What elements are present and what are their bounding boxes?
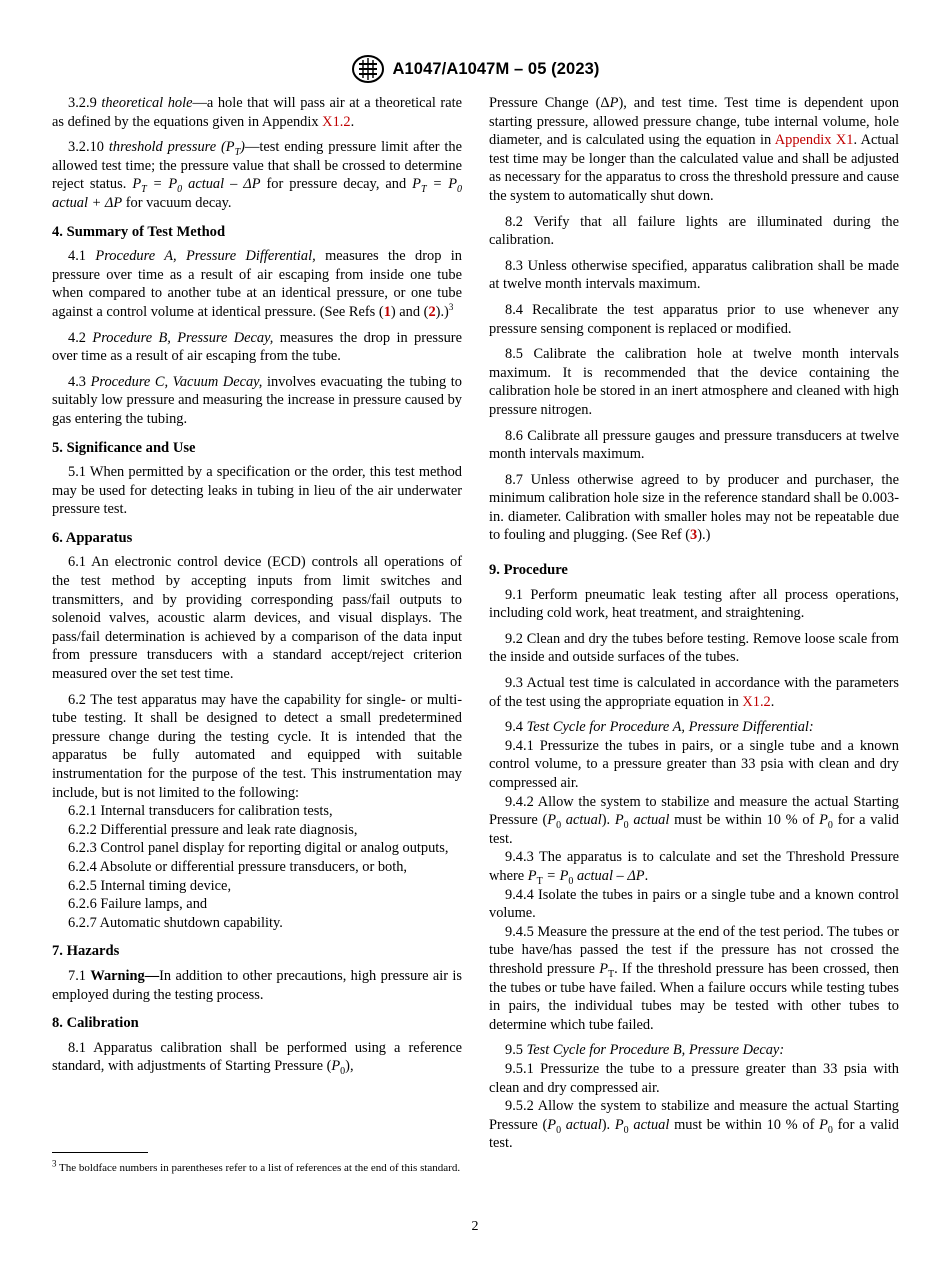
para-8-1-cont: Pressure Change (ΔP), and test time. Test time is dependent upon starting pressure, allowed pressure change, tube internal volume, hole diameter, and is calculated using the equation in Appendix X1. Actual test time may be longer than the calculated value and shall be adjusted as necessary for the apparatus to cross the threshold pressure and cause the system to automatically shut down. — [489, 95, 899, 204]
para-8-2: 8.2 Verify that all failure lights are illuminated during the calibration. — [489, 213, 899, 249]
link-appendix-x1[interactable]: Appendix X1 — [774, 132, 854, 149]
footnote: $^3$ The boldface numbers in parentheses refer to a list of references at the end of this standard. — [52, 1158, 461, 1174]
para-9-5-1: 9.5.1 Pressurize the tube to a pressure greater than 33 psia with clean and dry compressed air. — [489, 1060, 899, 1096]
para-6-2-4: 6.2.4 Absolute or differential pressure transducers, or both, — [68, 858, 408, 875]
section-8-heading: 8. Calibration — [52, 1015, 139, 1032]
para-6-2-7: 6.2.7 Automatic shutdown capability. — [68, 914, 283, 931]
para-8-1-start: 8.1 Apparatus calibration shall be performed using a reference standard, with adjustments of Starting Pressure $(P_0)$, — [52, 1039, 462, 1078]
section-5-heading: 5. Significance and Use — [52, 439, 196, 456]
section-9-heading: 9. Procedure — [489, 562, 568, 579]
ref-1-link[interactable]: 1 — [383, 303, 391, 320]
para-8-7: 8.7 Unless otherwise agreed to by producer and purchaser, the minimum calibration hole size in the reference standard shall be 0.003-in. diameter. Calibration with smaller holes may not be repeatable due to fouling and plugging. (See Ref (3).) — [489, 471, 899, 544]
document-id: A1047/A1047M – 05 (2023) — [392, 59, 600, 78]
para-3-2-9: 3.2.9 theoretical hole—a hole that will pass air at a theoretical rate as defined by the equations given in Appendix X1.2. — [52, 95, 462, 130]
para-6-2-5: 6.2.5 Internal timing device, — [68, 877, 232, 894]
para-6-2: 6.2 The test apparatus may have the capability for single- or multi-tube testing. It shall be designed to detect a small predetermined pressure change during the testing cycle. It is intended that the apparatus be fully automated and equipped with suitable instrumentation for the purpose of the test. This instrumentation may include, but is not limited to the following: — [52, 691, 462, 801]
section-4-heading: 4. Summary of Test Method — [52, 223, 226, 240]
ref-3-link[interactable]: 3 — [690, 527, 698, 544]
para-9-5-2: 9.5.2 Allow the system to stabilize and measure the actual Starting Pressure ($P_0$ actual). $P_0$ actual must be within 10 % of $P_0$ for a valid test. — [489, 1098, 899, 1152]
right-column — [489, 94, 899, 1153]
para-5-1: 5.1 When permitted by a specification or the order, this test method may be used for detecting leaks in tubing in lieu of the air underwater pressure test. — [52, 464, 462, 518]
para-9-2: 9.2 Clean and dry the tubes before testing. Remove loose scale from the inside and outside surfaces of the tubes. — [489, 630, 899, 666]
para-9-4-5: 9.4.5 Measure the pressure at the end of the test period. The tubes or tube have/has passed the test if the pressure has not crossed the threshold pressure $P_T$. If the threshold pressure has been crossed, then the tubes or tube have failed. When a failure occurs while testing tubes in pairs, the individual tubes may be tested with other tubes to determine which tube failed. — [489, 923, 900, 1033]
para-9-4-2: 9.4.2 Allow the system to stabilize and measure the actual Starting Pressure ($P_0$ actual). $P_0$ actual must be within 10 % of $P_0$ for a valid test. — [489, 793, 899, 847]
para-8-5: 8.5 Calibrate the calibration hole at twelve month intervals maximum. It is recommended that the device containing the calibration hole be stored in an inert atmosphere and cleaned with high pressure nitrogen. — [489, 346, 899, 418]
para-6-1: 6.1 An electronic control device (ECD) controls all operations of the test method by accepting inputs from limit switches and transmitters, and by providing corresponding pass/fail outputs to solenoid valves, acoustic alarm devices, and visual displays. The pass/fail determination is achieved by a comparison of the data input from pressure transducers with a standard accept/reject criterion measured over the set test time. — [52, 554, 462, 683]
left-column — [52, 94, 462, 1083]
link-x1-2-procedure[interactable]: X1.2 — [742, 693, 771, 710]
para-6-2-2: 6.2.2 Differential pressure and leak rate diagnosis, — [68, 821, 358, 838]
para-8-6: 8.6 Calibrate all pressure gauges and pressure transducers at twelve month intervals maximum. — [489, 427, 899, 463]
para-6-2-6: 6.2.6 Failure lamps, and — [68, 896, 208, 913]
para-9-4-3: 9.4.3 The apparatus is to calculate and set the Threshold Pressure where $P_T = P_0$ actual – ΔP. — [489, 849, 899, 887]
para-4-2: 4.2 Procedure B, Pressure Decay, measures the drop in pressure over time as a result of air escaping from the tube. — [52, 329, 462, 365]
document-header — [0, 52, 950, 86]
para-9-3: 9.3 Actual test time is calculated in accordance with the parameters of the test using the appropriate equation in X1.2. — [489, 675, 899, 710]
astm-logo-icon — [351, 54, 385, 84]
para-9-4-1: 9.4.1 Pressurize the tubes in pairs, or a single tube and a known control volume, to a pressure greater than 33 psia with clean and dry compressed air. — [489, 737, 899, 791]
para-9-5: 9.5 Test Cycle for Procedure B, Pressure Decay: — [505, 1042, 785, 1059]
para-8-4: 8.4 Recalibrate the test apparatus prior to use whenever any pressure sensing component is replaced or modified. — [489, 301, 899, 337]
footnote-mark: 3 — [448, 302, 454, 313]
para-4-3: 4.3 Procedure C, Vacuum Decay, involves evacuating the tubing to suitably low pressure and measuring the increase in pressure caused by gas entering the tubing. — [52, 373, 462, 427]
section-6-heading: 6. Apparatus — [52, 529, 133, 546]
para-3-2-10: 3.2.10 threshold pressure $(P_T)—test$ ending pressure limit after the allowed test time; the pressure value that shall be crossed to determine reject status. $P_T = P_0$ actual – ΔP for pressure decay, and $P_T = P_0$ actual + ΔP for vacuum decay. — [52, 139, 463, 211]
para-6-2-3: 6.2.3 Control panel display for reporting digital or analog outputs, — [68, 840, 449, 857]
para-8-3: 8.3 Unless otherwise specified, apparatus calibration shall be made at twelve month intervals maximum. — [489, 257, 899, 293]
section-7-heading: 7. Hazards — [52, 943, 120, 960]
para-9-4-4: 9.4.4 Isolate the tubes in pairs or a single tube and a known control volume. — [489, 886, 899, 922]
footnote-divider — [52, 1152, 148, 1153]
para-6-2-1: 6.2.1 Internal transducers for calibration tests, — [68, 803, 333, 820]
para-9-4: 9.4 Test Cycle for Procedure A, Pressure Differential: — [505, 719, 814, 736]
page-number: 2 — [471, 1219, 479, 1234]
para-9-1: 9.1 Perform pneumatic leak testing after all process operations, including cold work, heat treatment, and straightening. — [489, 586, 899, 622]
para-7-1: 7.1 Warning—In addition to other precautions, high pressure air is employed during the testing process. — [52, 967, 462, 1003]
link-x1-2[interactable]: X1.2 — [322, 113, 351, 130]
ref-2-link[interactable]: 2 — [428, 303, 436, 320]
para-4-1: 4.1 Procedure A, Pressure Differential, measures the drop in pressure over time as a result of air escaping from inside one tube when compared to another tube at an identical pressure, or one tube against a control volume at identical pressure. (See Refs (1) and (2).)$^3$ — [52, 248, 462, 320]
